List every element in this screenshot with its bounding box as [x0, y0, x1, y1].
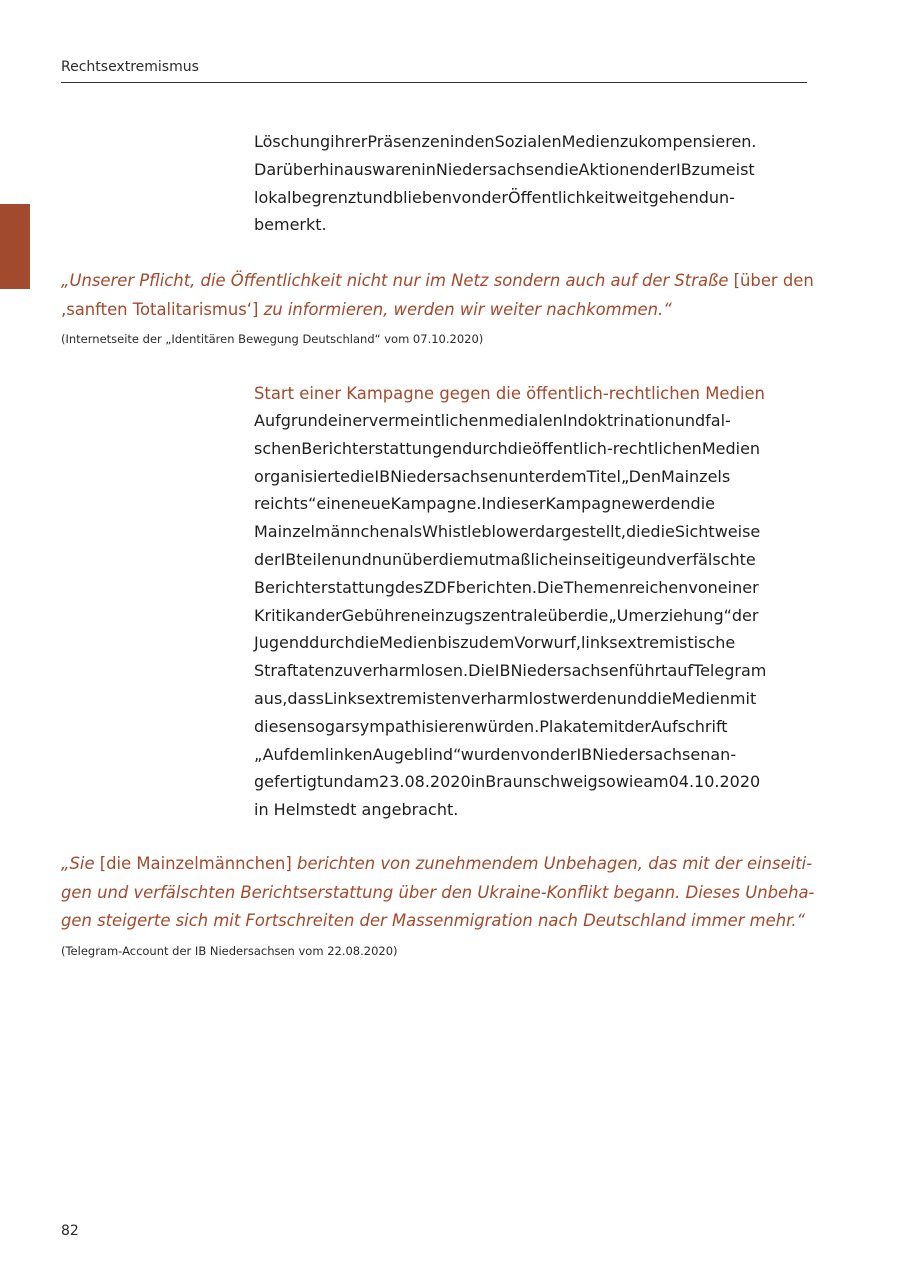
paragraph-line [254, 546, 808, 574]
word: Berichterstattungen [301, 438, 463, 458]
paragraph-continuation [254, 128, 808, 239]
word: aus, [254, 688, 288, 708]
word: Gebühreneinzugszentrale [341, 605, 548, 625]
word: die [354, 633, 380, 653]
word: „Den [620, 466, 661, 486]
word: und [323, 772, 354, 792]
word: „Auf [254, 744, 290, 764]
word: der [254, 549, 281, 569]
quote-italic-text: zu informieren, werden wir weiter nachkommen.“ [258, 299, 672, 319]
word: der [549, 744, 577, 764]
word: Straftaten [254, 661, 335, 681]
paragraph-line [254, 713, 808, 741]
word: der [481, 187, 508, 207]
word: kompensieren. [638, 132, 757, 151]
word: neue [350, 494, 391, 514]
quote-source: (Internetseite der „Identitären Bewegung Deutschland“ vom 07.10.2020) [61, 332, 484, 346]
word: Medien [379, 633, 438, 653]
word: IB [675, 159, 692, 179]
word: Niedersachsen [592, 744, 711, 764]
word: dass [287, 688, 325, 708]
word: der [315, 605, 342, 625]
word: sympathisieren [351, 716, 475, 736]
paragraph-line [254, 768, 808, 796]
word: dem [551, 466, 587, 486]
word: dem [289, 744, 325, 764]
word: Kampagne. [390, 494, 482, 514]
word: Titel [586, 466, 621, 486]
word: Die [537, 577, 564, 597]
word: und [362, 187, 393, 207]
word: IB [374, 466, 391, 486]
word: die [647, 688, 672, 708]
word: „Umerziehung“ [608, 605, 732, 625]
word: verfälschte [666, 549, 756, 569]
word: die [349, 466, 375, 486]
paragraph-line [254, 407, 808, 435]
word: verharmlost [461, 688, 558, 708]
word: Öffentlichkeit [507, 187, 615, 207]
quote-line [61, 296, 807, 325]
quote-line [61, 267, 814, 296]
quote-italic-text: „Unserer Pflicht, die Öffentlichkeit nicht nur im Netz sondern auch auf der Straße [61, 271, 729, 290]
word: am [353, 772, 380, 792]
word: Mainzelmännchen [254, 522, 400, 542]
word: Medien [671, 688, 730, 708]
word: von [451, 187, 482, 207]
paragraph-line: bemerkt. [254, 215, 327, 235]
word: zu [460, 633, 479, 653]
word: die [583, 605, 609, 625]
paragraph-line [254, 490, 808, 518]
word: lokal [254, 187, 292, 207]
word: mit [598, 716, 625, 736]
quote-italic-text: berichten von zunehmendem Unbehagen, das mit der einseiti- [297, 854, 813, 873]
word: schen [254, 438, 302, 458]
word: eine [316, 494, 351, 514]
quote-italic-text: „Sie [61, 854, 95, 873]
word: einer [327, 411, 369, 430]
word: Die [468, 661, 495, 681]
word: Telegram [693, 661, 767, 681]
word: Jugend [254, 633, 310, 653]
quote-line [61, 907, 807, 936]
paragraph-line [254, 184, 808, 212]
word: an- [710, 744, 737, 764]
word: Präsenzen [367, 132, 450, 151]
word: reichen [628, 577, 689, 597]
word: einer [717, 577, 759, 597]
word: durch [309, 633, 355, 653]
word: in [470, 772, 486, 792]
paragraph-line [254, 629, 808, 657]
quote-line [61, 850, 813, 879]
quote-italic-text: gen steigerte sich mit Fortschreiten der Massenmigration nach Deutschland immer mehr.“ [61, 911, 806, 930]
word: in [449, 132, 465, 151]
word: Indoktrination [562, 411, 675, 430]
word: begrenzt [291, 187, 363, 207]
word: Aufgrund [254, 411, 328, 430]
word: waren [372, 159, 422, 179]
word: werden [631, 494, 691, 514]
word: sogar [306, 716, 352, 736]
word: Berichterstattung [254, 577, 395, 597]
word: über [402, 549, 439, 569]
word: linksextremistische [580, 633, 736, 653]
page-number: 82 [61, 1223, 79, 1239]
word: Auge [372, 744, 414, 764]
paragraph-line [254, 574, 808, 602]
word: 23.08.2020 [379, 772, 471, 792]
word: bis [437, 633, 461, 653]
word: Niedersachsen [390, 466, 509, 486]
word: teilen [296, 549, 342, 569]
quote-insertion-text: [die Mainzelmännchen] [94, 854, 298, 873]
word: Kampagne [545, 494, 632, 514]
word: einseitige [558, 549, 637, 569]
word: diesen [254, 716, 307, 736]
word: und [636, 549, 667, 569]
word: Darüber [254, 159, 320, 179]
paragraph-line [254, 463, 808, 491]
word: an [295, 605, 316, 625]
word: dem [478, 633, 515, 653]
word: hinaus [319, 159, 373, 179]
word: Löschung [254, 132, 331, 151]
word: un- [708, 187, 735, 207]
word: Whistleblower [422, 522, 535, 542]
word: der [649, 159, 676, 179]
word: Kritik [254, 605, 296, 625]
word: mutmaßlich [463, 549, 559, 569]
word: vermeintlichen [368, 411, 489, 430]
paragraph-line [254, 657, 808, 685]
word: 04.10.2020 [668, 772, 761, 792]
word: Medien [561, 132, 620, 151]
word: die [650, 522, 675, 542]
word: IB [576, 744, 593, 764]
word: zu [619, 132, 639, 151]
word: mit [729, 688, 757, 708]
quote-insertion-text: ‚sanften Totalitarismus‘] [61, 299, 259, 319]
word: den [464, 132, 495, 151]
word: zumeist [691, 159, 755, 179]
word: linken [324, 744, 373, 764]
word: organisierte [254, 466, 350, 486]
chapter-tab-marker [0, 204, 30, 289]
paragraph-line [254, 435, 808, 463]
word: Braunschweig [485, 772, 598, 792]
word: Sozialen [494, 132, 562, 151]
word: des [394, 577, 424, 597]
word: als [399, 522, 423, 542]
word: nun [371, 549, 403, 569]
word: am [643, 772, 669, 792]
word: von [520, 744, 550, 764]
quote-block [61, 850, 815, 936]
quote-line [61, 879, 815, 908]
word: auf [667, 661, 694, 681]
word: und [341, 549, 372, 569]
word: werden [557, 688, 617, 708]
paragraph-line [254, 741, 808, 769]
word: die [438, 549, 464, 569]
word: wurden [460, 744, 521, 764]
word: Sichtweise [674, 522, 761, 542]
running-header-title: Rechtsextremismus [61, 59, 199, 75]
word: gefertigt [254, 772, 324, 792]
word: unter [508, 466, 552, 486]
word: und [616, 688, 648, 708]
word: der [624, 716, 651, 736]
word: Niedersachsen [435, 159, 555, 179]
paragraph-line [254, 518, 808, 546]
word: IB [280, 549, 297, 569]
section-heading: Start einer Kampagne gegen die öffentlich-rechtlichen Medien [254, 384, 765, 403]
word: öffentlich-rechtlichen [532, 438, 702, 458]
running-header [61, 58, 807, 83]
word: die [625, 522, 651, 542]
word: durch [462, 438, 508, 458]
word: die [554, 159, 579, 179]
paragraph-line [254, 128, 808, 156]
word: reichts“ [254, 494, 317, 514]
word: blind“ [413, 744, 461, 764]
word: medialen [488, 411, 563, 430]
word: über [547, 605, 584, 625]
paragraph-line: in Helmstedt angebracht. [254, 800, 459, 820]
word: Medien [701, 438, 761, 458]
word: Linksextremisten [324, 688, 462, 708]
word: In [481, 494, 497, 514]
word: von [688, 577, 718, 597]
word: dieser [496, 494, 546, 514]
word: IB [494, 661, 511, 681]
paragraph-line [254, 156, 808, 184]
quote-source: (Telegram-Account der IB Niedersachsen vom 22.08.2020) [61, 944, 398, 958]
word: Themen [563, 577, 629, 597]
word: der [731, 605, 759, 625]
word: Mainzels [660, 466, 731, 486]
word: die [690, 494, 715, 514]
section-paragraph [254, 407, 808, 824]
word: fal- [705, 411, 731, 430]
word: in [421, 159, 436, 179]
word: blieben [392, 187, 452, 207]
word: Aktionen [578, 159, 650, 179]
word: verharmlosen. [353, 661, 469, 681]
word: Aufschrift [650, 716, 728, 736]
word: weitgehend [614, 187, 709, 207]
word: sowie [597, 772, 644, 792]
word: ihrer [330, 132, 368, 151]
word: dargestellt, [535, 522, 626, 542]
word: die [507, 438, 533, 458]
paragraph-line [254, 685, 808, 713]
quote-block [61, 267, 814, 324]
quote-italic-text: gen und verfälschten Berichtserstattung über den Ukraine-Konflikt begann. Dieses Unbeha- [61, 882, 815, 902]
word: Vorwurf, [514, 633, 581, 653]
word: Plakate [539, 716, 599, 736]
quote-insertion-text: [über den [728, 271, 814, 290]
word: zu [334, 661, 354, 681]
paragraph-line [254, 602, 808, 630]
word: ZDF [423, 577, 456, 597]
word: Niedersachsen [510, 661, 629, 681]
word: würden. [474, 716, 540, 736]
word: berichten. [455, 577, 538, 597]
word: führt [628, 661, 668, 681]
word: und [674, 411, 706, 430]
